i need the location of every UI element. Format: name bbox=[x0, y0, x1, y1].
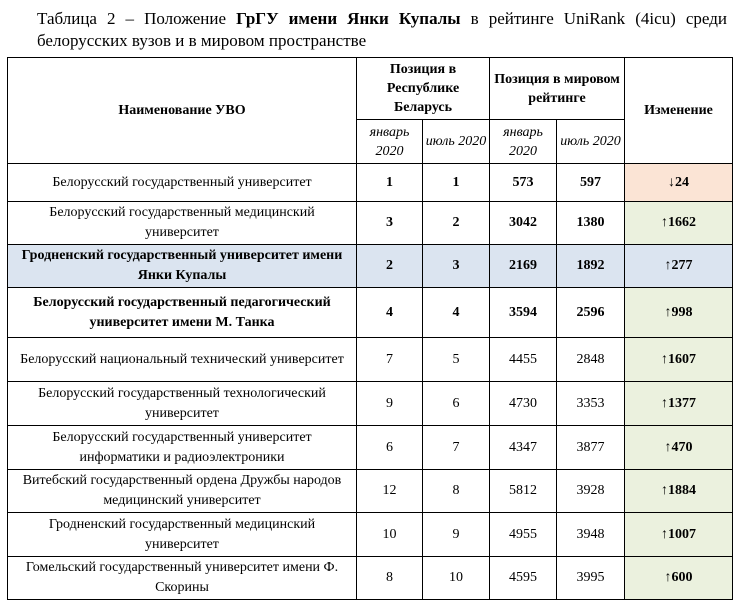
cell-rb-jan: 8 bbox=[357, 557, 423, 600]
header-name: Наименование УВО bbox=[8, 58, 357, 164]
cell-university: Гомельский государственный университет имени Ф. Скорины bbox=[8, 557, 357, 600]
header-rb-position: Позиция в Республике Беларусь bbox=[357, 58, 490, 120]
cell-rb-jul: 8 bbox=[423, 470, 490, 513]
cell-world-jul: 3948 bbox=[557, 513, 625, 557]
cell-world-jan: 2169 bbox=[490, 245, 557, 288]
cell-rb-jan: 3 bbox=[357, 202, 423, 245]
header-rb-jul: июль 2020 bbox=[423, 120, 490, 164]
cell-rb-jul: 9 bbox=[423, 513, 490, 557]
table-row bbox=[8, 513, 733, 557]
cell-world-jul: 3995 bbox=[557, 557, 625, 600]
table-row bbox=[8, 202, 733, 245]
cell-world-jul: 597 bbox=[557, 164, 625, 202]
caption-bold: ГрГУ имени Янки Купалы bbox=[236, 9, 461, 28]
table-row bbox=[8, 338, 733, 382]
cell-world-jan: 3042 bbox=[490, 202, 557, 245]
cell-world-jan: 4347 bbox=[490, 426, 557, 470]
cell-world-jul: 3877 bbox=[557, 426, 625, 470]
table-row bbox=[8, 288, 733, 338]
table-row bbox=[8, 382, 733, 426]
ranking-table bbox=[7, 57, 733, 600]
cell-rb-jul: 3 bbox=[423, 245, 490, 288]
cell-rb-jul: 7 bbox=[423, 426, 490, 470]
cell-rb-jan: 12 bbox=[357, 470, 423, 513]
cell-rb-jul: 4 bbox=[423, 288, 490, 338]
cell-rb-jul: 6 bbox=[423, 382, 490, 426]
cell-university: Белорусский государственный технологический университет bbox=[8, 382, 357, 426]
cell-world-jan: 4955 bbox=[490, 513, 557, 557]
cell-world-jul: 1892 bbox=[557, 245, 625, 288]
header-world-jan: январь 2020 bbox=[490, 120, 557, 164]
table-row bbox=[8, 164, 733, 202]
table-row bbox=[8, 426, 733, 470]
cell-rb-jan: 9 bbox=[357, 382, 423, 426]
cell-rb-jan: 4 bbox=[357, 288, 423, 338]
cell-world-jul: 3928 bbox=[557, 470, 625, 513]
cell-university: Витебский государственный ордена Дружбы народов медицинский университет bbox=[8, 470, 357, 513]
cell-university: Гродненский государственный университет имени Янки Купалы bbox=[8, 245, 357, 288]
cell-rb-jan: 6 bbox=[357, 426, 423, 470]
cell-change: ↑1007 bbox=[625, 513, 733, 557]
table-body bbox=[8, 164, 733, 600]
cell-university: Гродненский государственный медицинский университет bbox=[8, 513, 357, 557]
table-row bbox=[8, 245, 733, 288]
cell-world-jan: 4730 bbox=[490, 382, 557, 426]
cell-rb-jul: 5 bbox=[423, 338, 490, 382]
cell-change: ↑1377 bbox=[625, 382, 733, 426]
cell-world-jan: 4455 bbox=[490, 338, 557, 382]
cell-change: ↑277 bbox=[625, 245, 733, 288]
table-row bbox=[8, 470, 733, 513]
cell-change: ↑1884 bbox=[625, 470, 733, 513]
cell-rb-jul: 10 bbox=[423, 557, 490, 600]
header-rb-jan: январь 2020 bbox=[357, 120, 423, 164]
table-caption bbox=[37, 8, 727, 52]
cell-change: ↑470 bbox=[625, 426, 733, 470]
cell-world-jul: 2848 bbox=[557, 338, 625, 382]
header-world-jul: июль 2020 bbox=[557, 120, 625, 164]
cell-change: ↑600 bbox=[625, 557, 733, 600]
cell-world-jan: 3594 bbox=[490, 288, 557, 338]
header-change: Изменение bbox=[625, 58, 733, 164]
table-row bbox=[8, 557, 733, 600]
cell-world-jul: 2596 bbox=[557, 288, 625, 338]
cell-world-jul: 3353 bbox=[557, 382, 625, 426]
cell-university: Белорусский национальный технический университет bbox=[8, 338, 357, 382]
cell-rb-jan: 10 bbox=[357, 513, 423, 557]
caption-prefix: Таблица 2 – Положение bbox=[37, 9, 237, 28]
cell-world-jan: 4595 bbox=[490, 557, 557, 600]
cell-rb-jul: 2 bbox=[423, 202, 490, 245]
cell-university: Белорусский государственный педагогический университет имени М. Танка bbox=[8, 288, 357, 338]
cell-change: ↑1607 bbox=[625, 338, 733, 382]
cell-university: Белорусский государственный медицинский университет bbox=[8, 202, 357, 245]
cell-world-jan: 573 bbox=[490, 164, 557, 202]
cell-change: ↑1662 bbox=[625, 202, 733, 245]
cell-rb-jan: 7 bbox=[357, 338, 423, 382]
cell-world-jul: 1380 bbox=[557, 202, 625, 245]
cell-change: ↓24 bbox=[625, 164, 733, 202]
cell-rb-jul: 1 bbox=[423, 164, 490, 202]
header-world-position: Позиция в мировом рейтинге bbox=[490, 58, 625, 120]
cell-university: Белорусский государственный университет bbox=[8, 164, 357, 202]
cell-university: Белорусский государственный университет информатики и радиоэлектроники bbox=[8, 426, 357, 470]
cell-rb-jan: 2 bbox=[357, 245, 423, 288]
cell-world-jan: 5812 bbox=[490, 470, 557, 513]
cell-change: ↑998 bbox=[625, 288, 733, 338]
caption-suffix: в рейтинге UniRank (4icu) среди белорусских вузов и в мировом пространстве bbox=[37, 9, 727, 50]
cell-rb-jan: 1 bbox=[357, 164, 423, 202]
